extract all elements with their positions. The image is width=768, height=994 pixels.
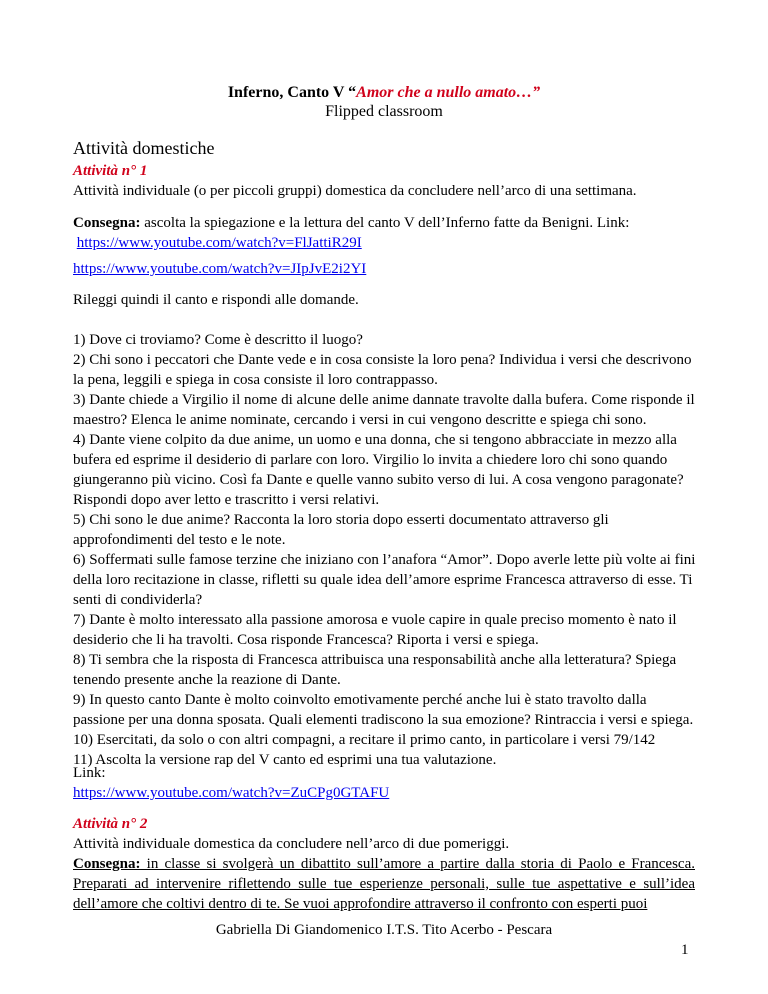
question-9: 9) In questo canto Dante è molto coinvolto emotivamente perché anche lui è stato travolto dalla passione per una donna sposata. Quali elementi tradiscono la sua emozione? Rintraccia i versi e spiega. bbox=[73, 692, 694, 728]
question-5: 5) Chi sono le due anime? Racconta la loro storia dopo esserti documentato attraverso gli approfondimenti del testo e le note. bbox=[73, 512, 609, 548]
question-1: 1) Dove ci troviamo? Come è descritto il luogo? bbox=[73, 332, 363, 348]
activity2-description: Attività individuale domestica da concludere nell’arco di due pomeriggi. bbox=[73, 836, 510, 852]
instruction: Rileggi quindi il canto e rispondi alle domande. bbox=[73, 292, 359, 308]
question-10: 10) Esercitati, da solo o con altri compagni, a recitare il primo canto, in particolare i versi 79/142 bbox=[73, 732, 656, 748]
question-11: 11) Ascolta la versione rap del V canto ed esprimi una tua valutazione. bbox=[73, 752, 497, 768]
page-number: 1 bbox=[681, 942, 689, 958]
question-7: 7) Dante è molto interessato alla passione amorosa e vuole capire in quale preciso momento è nato il desiderio che li ha travolti. Cosa risponde Francesca? Riporta i versi e spiega. bbox=[73, 612, 677, 648]
activity1-label: Attività n° 1 bbox=[73, 163, 148, 179]
activity2-label: Attività n° 2 bbox=[73, 816, 148, 832]
activity2-block bbox=[73, 814, 713, 854]
link-rap-version[interactable]: https://www.youtube.com/watch?v=ZuCPg0GTAFU bbox=[73, 785, 390, 801]
link-benigni-2[interactable]: https://www.youtube.com/watch?v=JIpJvE2i2YI bbox=[73, 261, 367, 277]
question-4: 4) Dante viene colpito da due anime, un uomo e una donna, che si tengono abbracciate in mezzo alla bufera ed esprime il desiderio di parlare con loro. Virgilio lo invita a chiedere loro chi sono quando giungeranno più vicino. Così fa Dante e quelle vanno subito verso di lui. A cosa vengono paragonate? Rispondi dopo aver letto e trascritto i versi relativi. bbox=[73, 432, 684, 508]
section-heading: Attività domestiche bbox=[73, 138, 215, 158]
questions-list bbox=[73, 330, 698, 770]
link-label: Link: bbox=[73, 765, 106, 781]
consegna-text: ascolta la spiegazione e la lettura del canto V dell’Inferno fatte da Benigni. Link: bbox=[140, 215, 630, 231]
question-8: 8) Ti sembra che la risposta di Francesca attribuisca una responsabilità anche alla letteratura? Spiega tenendo presente anche la reazione di Dante. bbox=[73, 652, 677, 688]
link-benigni-2-row bbox=[73, 259, 713, 279]
question-3: 3) Dante chiede a Virgilio il nome di alcune delle anime dannate travolte dalla bufera. Come risponde il maestro? Elenca le anime nominate, cercando i versi in cui vengono descritte e spiega chi sono. bbox=[73, 392, 695, 428]
activity1-consegna-paragraph bbox=[73, 213, 713, 233]
page-footer: Gabriella Di Giandomenico I.T.S. Tito Acerbo - Pescara bbox=[215, 922, 553, 938]
title-prefix: Inferno, Canto V “ bbox=[227, 84, 357, 101]
activity2-consegna bbox=[73, 854, 695, 914]
link-benigni-1[interactable]: https://www.youtube.com/watch?v=FlJattiR29I bbox=[76, 235, 362, 251]
activity2-consegna-text: in classe si svolgerà un dibattito sull’amore a partire dalla storia di Paolo e Francesca. Preparati ad intervenire riflettendo sulle tue esperienze personali, sulle tue aspettative e sull’idea dell’amore che coltivi dentro di te. Se vuoi approfondire attraverso il confronto con esperti puoi bbox=[73, 856, 695, 912]
question-6: 6) Soffermati sulle famose terzine che iniziano con l’anafora “Amor”. Dopo averle lette più volte ai fini della loro recitazione in classe, rifletti su quale idea dell’amore esprime Francesca attraverso di esse. Ti senti di condividerla? bbox=[73, 552, 696, 608]
activity1-description: Attività individuale (o per piccoli gruppi) domestica da concludere nell’arco di una settimana. bbox=[73, 183, 637, 199]
title-quote: Amor che a nullo amato…” bbox=[356, 84, 541, 101]
consegna-label: Consegna: bbox=[73, 215, 141, 231]
document-title bbox=[0, 84, 768, 102]
question-2: 2) Chi sono i peccatori che Dante vede e in cosa consiste la loro pena? Individua i versi che descrivono la pena, leggili e spiega in cosa consiste il loro contrappasso. bbox=[73, 352, 692, 388]
activity2-consegna-label: Consegna: bbox=[73, 856, 141, 872]
rap-link-block bbox=[73, 763, 713, 803]
activity1-consegna bbox=[73, 213, 713, 253]
document-subtitle: Flipped classroom bbox=[325, 103, 443, 120]
activity1-block bbox=[73, 161, 713, 201]
